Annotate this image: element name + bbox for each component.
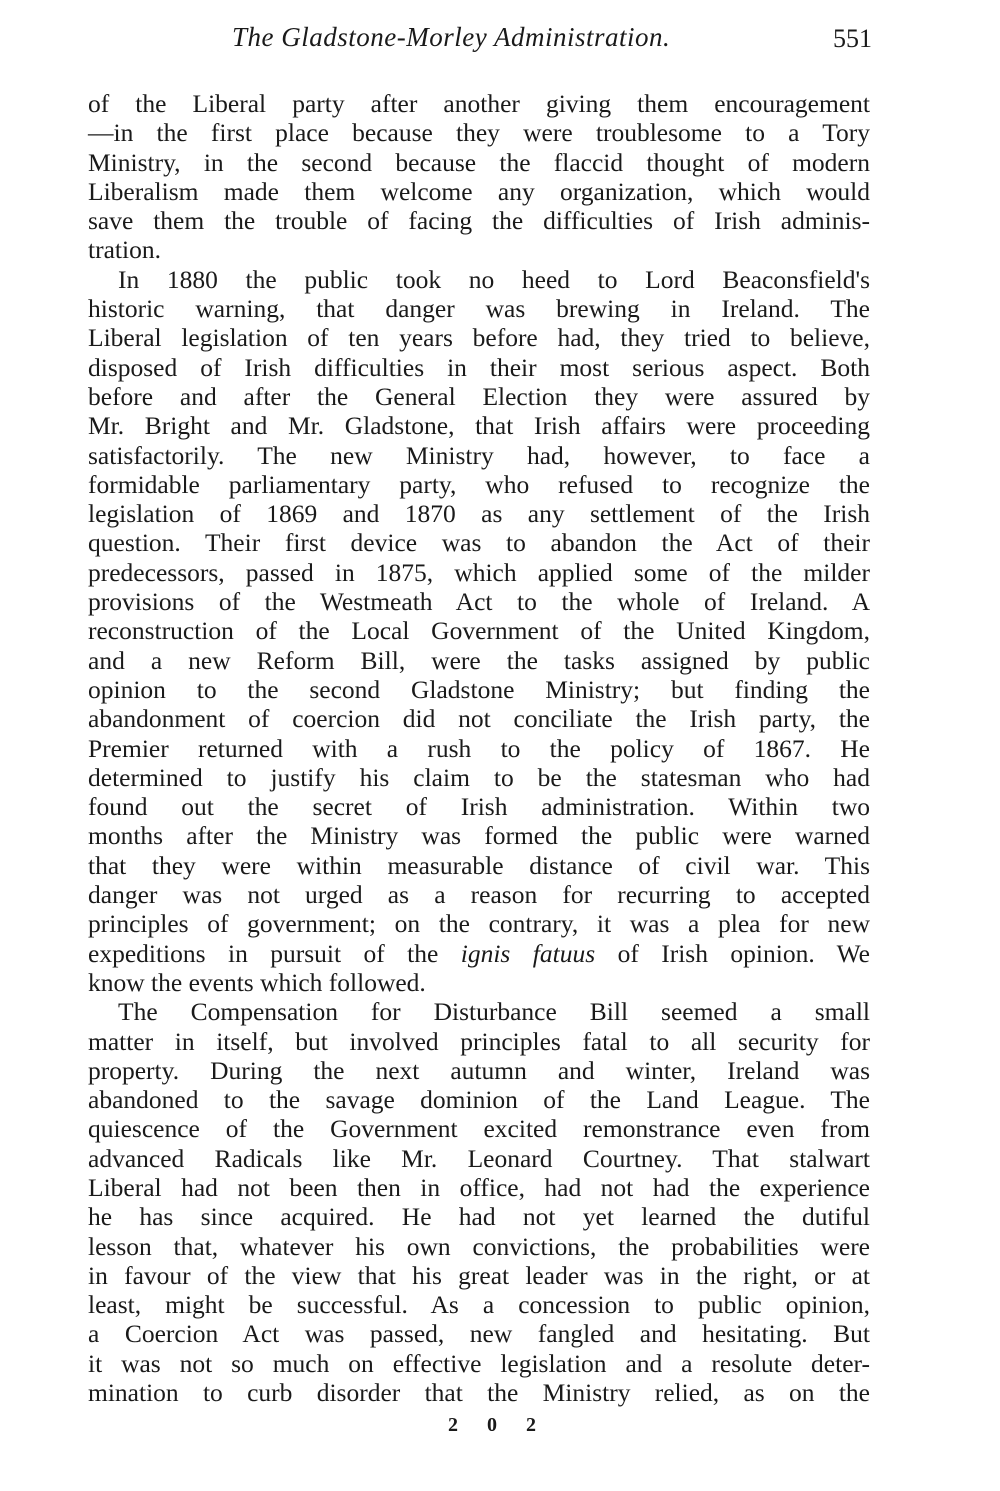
text-line [88,1202,870,1231]
italic-phrase: ignis fatuus [460,938,596,968]
text-line [88,616,870,645]
line-text: question. Their first device was to abandon the Act of their [88,528,870,558]
line-text: The Compensation for Disturbance Bill seemed a small [118,997,870,1027]
line-text: found out the secret of Irish administration. Within two [88,792,870,822]
line-text: that they were within measurable distance of civil war. This [88,850,870,880]
line-text: in favour of the view that his great leader was in the right, or at [88,1260,870,1290]
text-line [88,880,870,909]
line-text: matter in itself, but involved principles fatal to all security for [88,1026,870,1056]
text-line [88,118,870,147]
line-text: and a new Reform Bill, were the tasks assigned by public [88,645,870,675]
line-text: satisfactorily. The new Ministry had, however, to face a [88,440,870,470]
line-text: Ministry, in the second because the flaccid thought of modern [88,147,870,177]
line-text: Mr. Bright and Mr. Gladstone, that Irish affairs were proceeding [88,411,870,441]
text-line [88,470,870,499]
text-line [88,323,870,352]
text-line [88,1261,870,1290]
text-line [88,558,870,587]
text-line [88,851,870,880]
line-text: legislation of 1869 and 1870 as any settlement of the Irish [88,499,870,529]
text-line [88,206,870,235]
line-text: disposed of Irish difficulties in their most serious aspect. Both [88,352,870,382]
line-text: Premier returned with a rush to the policy of 1867. He [88,733,870,763]
text-line [88,1173,870,1202]
text-line [88,499,870,528]
page-header [232,22,872,62]
line-text: reconstruction of the Local Government of the United Kingdom, [88,616,870,646]
line-text: he has since acquired. He had not yet learned the dutiful [88,1202,870,1232]
line-text: lesson that, whatever his own convictions, the probabilities were [88,1231,870,1261]
line-text: opinion to the second Gladstone Ministry; but finding the [88,674,870,704]
text-line [88,1144,870,1173]
text-line [88,441,870,470]
text-line [88,353,870,382]
line-text: provisions of the Westmeath Act to the whole of Ireland. A [88,587,870,617]
text-line [88,528,870,557]
page-number: 551 [833,24,872,53]
text-line [88,89,870,118]
line-text: months after the Ministry was formed the public were warned [88,821,870,851]
text-line [88,968,870,997]
line-text-after: of Irish opinion. We [595,938,871,968]
line-text: least, might be successful. As a concession to public opinion, [88,1290,870,1320]
text-line [88,821,870,850]
text-line [88,646,870,675]
text-line [88,1290,870,1319]
text-line [88,1349,870,1378]
text-line [88,235,870,264]
line-text: know the events which followed. [88,967,426,997]
text-line [88,997,870,1026]
line-text: quiescence of the Government excited remonstrance even from [88,1114,870,1144]
line-text: —in the first place because they were troublesome to a Tory [88,118,870,148]
text-line [88,265,870,294]
line-text: expeditions in pursuit of the [88,938,461,968]
line-text: historic warning, that danger was brewing in Ireland. The [88,294,870,324]
text-line [88,763,870,792]
line-text: property. During the next autumn and winter, Ireland was [88,1055,870,1085]
text-line [88,148,870,177]
line-text: principles of government; on the contrary, it was a plea for new [88,909,870,939]
line-text: In 1880 the public took no heed to Lord Beaconsfield's [118,264,870,294]
text-line [88,909,870,938]
line-text: Liberal had not been then in office, had not had the experience [88,1172,870,1202]
text-line [88,704,870,733]
text-line [88,939,870,968]
text-line [88,734,870,763]
text-line [88,294,870,323]
line-text: mination to curb disorder that the Ministry relied, as on the [88,1378,870,1408]
text-line [88,587,870,616]
signature-mark: 2 0 2 [448,1414,548,1436]
line-text: of the Liberal party after another giving them encouragement [88,89,870,118]
line-text: a Coercion Act was passed, new fangled and hesitating. But [88,1319,870,1349]
line-text: abandoned to the savage dominion of the Land League. The [88,1085,870,1115]
line-text: advanced Radicals like Mr. Leonard Courtney. That stalwart [88,1143,870,1173]
text-line [88,411,870,440]
text-line [88,177,870,206]
line-text: save them the trouble of facing the difficulties of Irish adminis- [88,206,870,236]
text-line [88,382,870,411]
text-line [88,792,870,821]
running-title: The Gladstone-Morley Administration. [232,22,671,52]
line-text: Liberal legislation of ten years before had, they tried to believe, [88,323,870,353]
line-text: formidable parliamentary party, who refused to recognize the [88,469,870,499]
line-text: abandonment of coercion did not conciliate the Irish party, the [88,704,870,734]
text-line [88,675,870,704]
text-line [88,1114,870,1143]
line-text: tration. [88,235,161,265]
text-line [88,1232,870,1261]
line-text: it was not so much on effective legislation and a resolute deter- [88,1348,870,1378]
line-text: before and after the General Election they were assured by [88,381,870,411]
text-line [88,1027,870,1056]
line-text: predecessors, passed in 1875, which applied some of the milder [88,557,870,587]
line-text: Liberalism made them welcome any organization, which would [88,176,870,206]
text-line [88,1378,870,1407]
text-line [88,1319,870,1348]
line-text: determined to justify his claim to be the statesman who had [88,762,870,792]
body-text [88,89,870,1407]
text-line [88,1085,870,1114]
line-text: danger was not urged as a reason for recurring to accepted [88,880,870,910]
text-line [88,1056,870,1085]
